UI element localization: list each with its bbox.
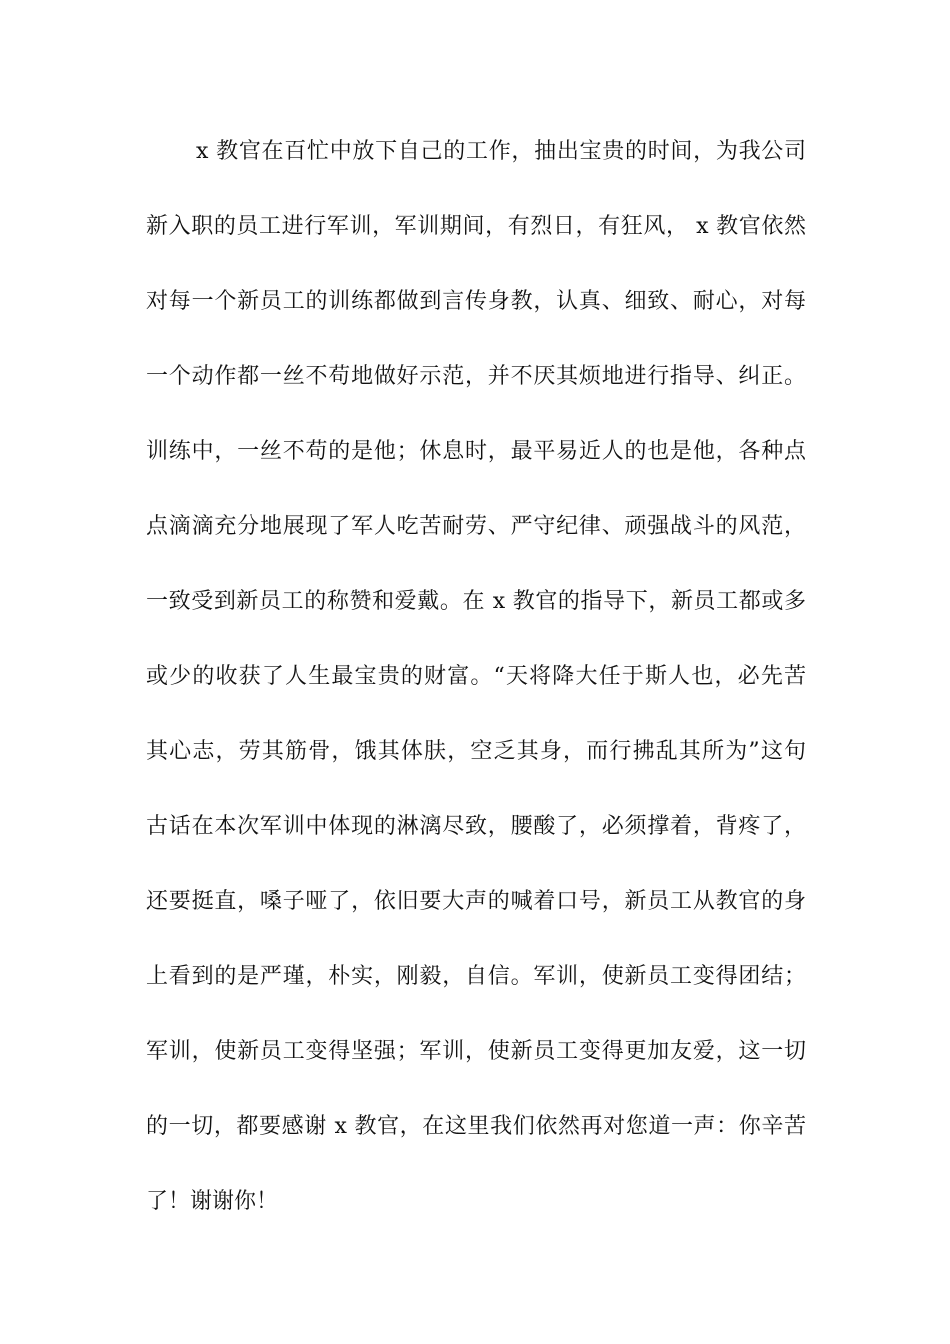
paragraph-line-15: 了！谢谢你！ xyxy=(146,1189,279,1214)
paragraph-line-2: 新入职的员工进行军训，军训期间，有烈日，有狂风， x 教官依然 xyxy=(146,214,806,239)
paragraph-line-8: 或少的收获了人生最宝贵的财富。“天将降大任于斯人也，必先苦 xyxy=(146,664,806,689)
paragraph-line-5: 训练中，一丝不苟的是他；休息时，最平易近人的也是他，各种点 xyxy=(146,439,806,464)
paragraph-line-7: 一致受到新员工的称赞和爱戴。在 x 教官的指导下，新员工都或多 xyxy=(146,589,806,614)
paragraph-line-13: 军训，使新员工变得坚强；军训，使新员工变得更加友爱，这一切 xyxy=(146,1039,806,1064)
paragraph-line-11: 还要挺直，嗓子哑了，依旧要大声的喊着口号，新员工从教官的身 xyxy=(146,889,806,914)
body-paragraph xyxy=(146,130,806,1255)
paragraph-line-1: x 教官在百忙中放下自己的工作，抽出宝贵的时间，为我公司 xyxy=(196,139,806,164)
paragraph-line-4: 一个动作都一丝不苟地做好示范，并不厌其烦地进行指导、纠正。 xyxy=(146,364,806,389)
paragraph-line-6: 点滴滴充分地展现了军人吃苦耐劳、严守纪律、顽强战斗的风范， xyxy=(146,514,806,539)
paragraph-line-10: 古话在本次军训中体现的淋漓尽致，腰酸了，必须撑着，背疼了， xyxy=(146,814,806,839)
paragraph-line-14: 的一切，都要感谢 x 教官，在这里我们依然再对您道一声：你辛苦 xyxy=(146,1114,806,1139)
paragraph-line-12: 上看到的是严瑾，朴实，刚毅，自信。军训，使新员工变得团结； xyxy=(146,964,806,989)
paragraph-line-3: 对每一个新员工的训练都做到言传身教，认真、细致、耐心，对每 xyxy=(146,289,806,314)
paragraph-line-9: 其心志，劳其筋骨，饿其体肤，空乏其身，而行拂乱其所为”这句 xyxy=(146,739,806,764)
